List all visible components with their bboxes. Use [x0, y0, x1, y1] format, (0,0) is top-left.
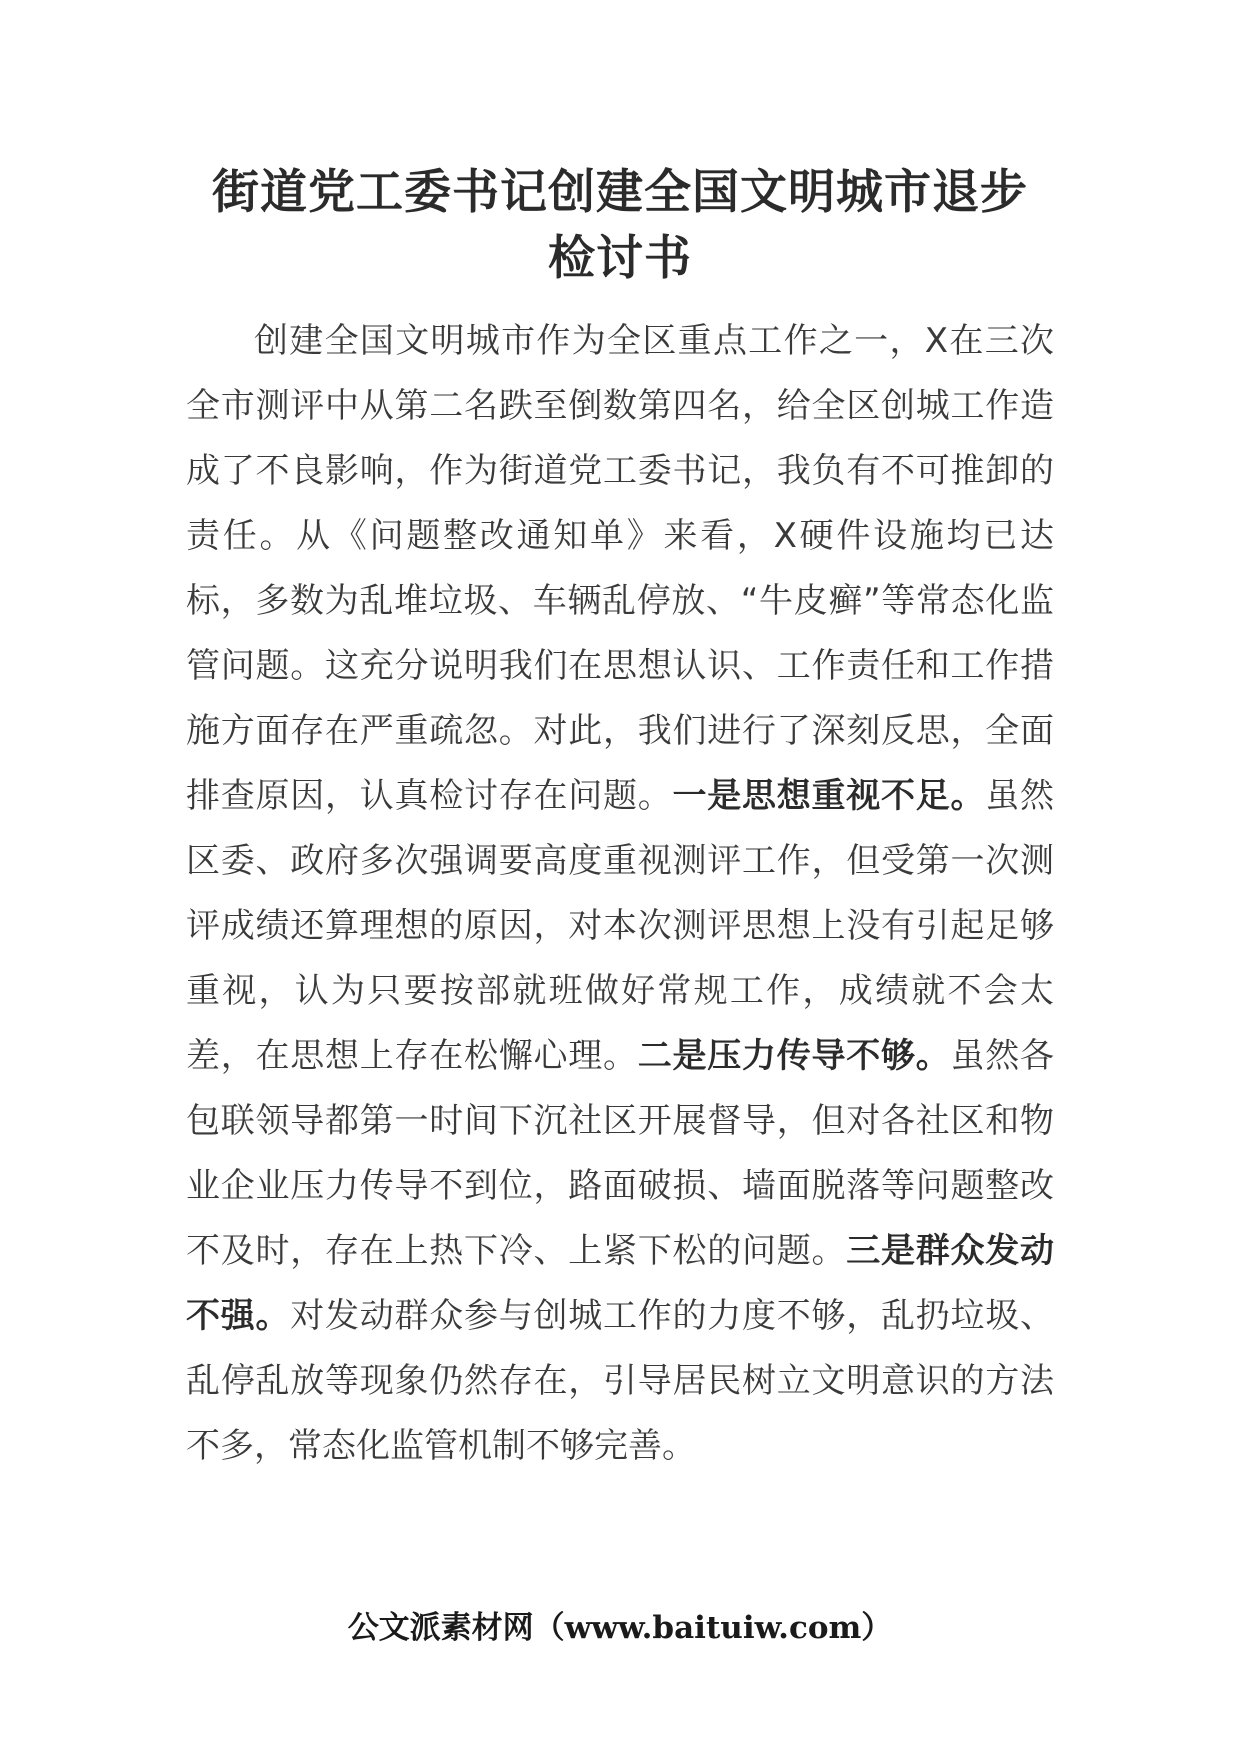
title-line-1: 街道党工委书记创建全国文明城市退步	[212, 165, 1028, 220]
point-heading-2: 二是压力传导不够。	[637, 1036, 951, 1076]
title-line-2: 检讨书	[548, 231, 692, 286]
point-heading-1: 一是思想重视不足。	[672, 776, 986, 816]
body-text-point-3: 对发动群众参与创城工作的力度不够，乱扔垃圾、乱停乱放等现象仍然存在，引导居民树立文明意识的方法不多，常态化监管机制不够完善。	[186, 1296, 1054, 1466]
point-heading-3: 三是群众发动不强。	[186, 1231, 1054, 1336]
body-text-point-1: 虽然区委、政府多次强调要高度重视测评工作，但受第一次测评成绩还算理想的原因，对本次测评思想上没有引起足够重视，认为只要按部就班做好常规工作，成绩就不会太差，在思想上存在松懈心理。	[186, 776, 1054, 1076]
body-text-intro: 创建全国文明城市作为全区重点工作之一，X在三次全市测评中从第二名跌至倒数第四名，给全区创城工作造成了不良影响，作为街道党工委书记，我负有不可推卸的责任。从《问题整改通知单》来看，X硬件设施均已达标，多数为乱堆垃圾、车辆乱停放、“牛皮癣”等常态化监管问题。这充分说明我们在思想认识、工作责任和工作措施方面存在严重疏忽。对此，我们进行了深刻反思，全面排查原因，认真检讨存在问题。	[186, 321, 1054, 816]
body-paragraph	[186, 309, 1054, 1479]
footer-source: 公文派素材网（www.baituiw.com）	[347, 1610, 893, 1646]
body-text-point-2: 虽然各包联领导都第一时间下沉社区开展督导，但对各社区和物业企业压力传导不到位，路面破损、墙面脱落等问题整改不及时，存在上热下冷、上紧下松的问题。	[186, 1036, 1054, 1271]
document-title	[186, 160, 1054, 292]
